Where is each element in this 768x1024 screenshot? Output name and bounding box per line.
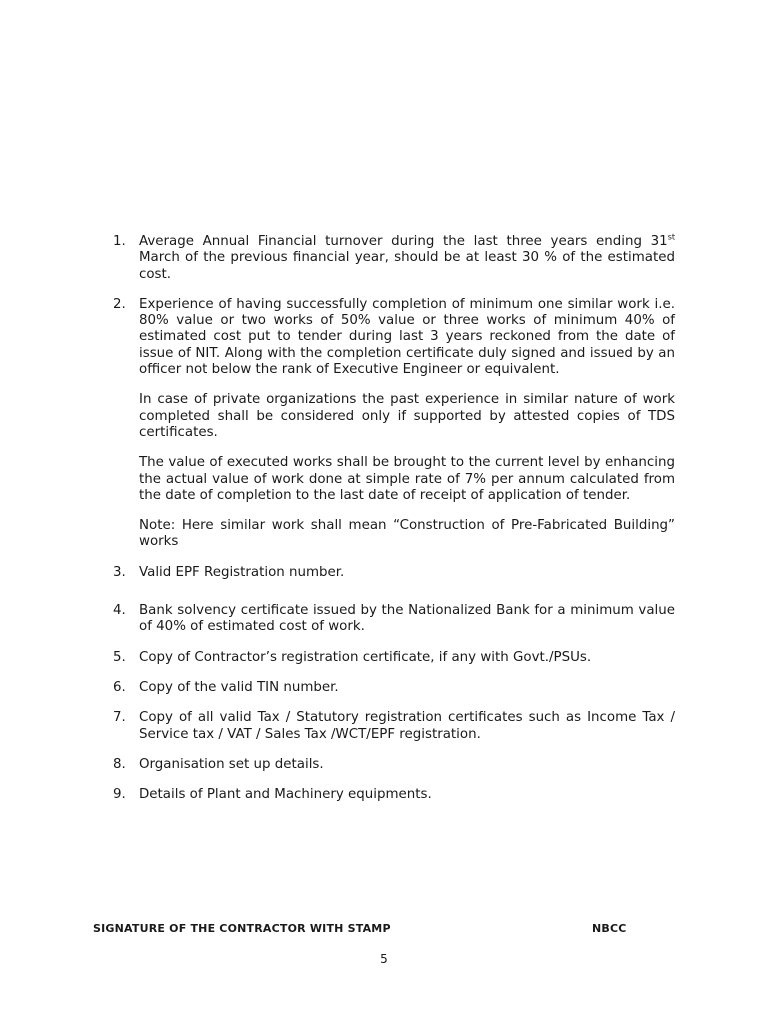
list-item bbox=[113, 603, 675, 636]
item-text: Experience of having successfully completion of minimum one similar work i.e. 80% value or two works of 50% value or three works of minimum 40% of estimated cost put to tender during last 3 years reckoned from the date of issue of NIT. Along with the completion certificate duly signed and issued by an officer not below the rank of Executive Engineer or equivalent. bbox=[139, 296, 675, 378]
list-item bbox=[113, 565, 675, 581]
item-number: 1. bbox=[113, 234, 126, 249]
list-item bbox=[113, 710, 675, 743]
item-text: Copy of Contractor’s registration certificate, if any with Govt./PSUs. bbox=[139, 649, 592, 665]
list-item bbox=[113, 234, 675, 283]
page-number: 5 bbox=[380, 952, 388, 966]
item-number: 9. bbox=[113, 787, 126, 803]
item-text: Average Annual Financial turnover during the last three years ending 31st March of the previous financial year, should be at least 30 % of the estimated cost. bbox=[139, 232, 675, 282]
item-text: Copy of the valid TIN number. bbox=[139, 679, 339, 695]
list-item bbox=[113, 757, 675, 773]
contractor-signature-label: SIGNATURE OF THE CONTRACTOR WITH STAMP bbox=[93, 922, 391, 935]
item-subparagraph: In case of private organizations the past experience in similar nature of work completed shall be considered only if supported by attested copies of TDS certificates. bbox=[139, 392, 675, 440]
organisation-label: NBCC bbox=[592, 922, 627, 935]
list-item bbox=[113, 650, 675, 666]
item-text: Valid EPF Registration number. bbox=[139, 564, 345, 580]
item-text: Organisation set up details. bbox=[139, 756, 324, 772]
requirements-list bbox=[113, 234, 675, 817]
item-number: 2. bbox=[113, 296, 126, 312]
item-text: Copy of all valid Tax / Statutory registration certificates such as Income Tax / Service tax / VAT / Sales Tax /WCT/EPF registration. bbox=[139, 710, 675, 742]
item-number: 5. bbox=[113, 649, 126, 665]
item-number: 7. bbox=[113, 710, 126, 726]
item-number: 3. bbox=[113, 564, 126, 580]
item-number: 4. bbox=[113, 603, 126, 619]
list-item bbox=[113, 787, 675, 803]
item-note: Note: Here similar work shall mean “Construction of Pre-Fabricated Building” works bbox=[139, 518, 675, 550]
list-item bbox=[113, 297, 675, 551]
item-number: 8. bbox=[113, 756, 126, 772]
item-text: Bank solvency certificate issued by the Nationalized Bank for a minimum value of 40% of estimated cost of work. bbox=[139, 603, 675, 635]
item-number: 6. bbox=[113, 679, 126, 695]
item-subparagraph: The value of executed works shall be brought to the current level by enhancing the actual value of work done at simple rate of 7% per annum calculated from the date of completion to the last date of receipt of application of tender. bbox=[139, 455, 675, 503]
list-item bbox=[113, 680, 675, 696]
item-text: Details of Plant and Machinery equipments. bbox=[139, 787, 432, 803]
